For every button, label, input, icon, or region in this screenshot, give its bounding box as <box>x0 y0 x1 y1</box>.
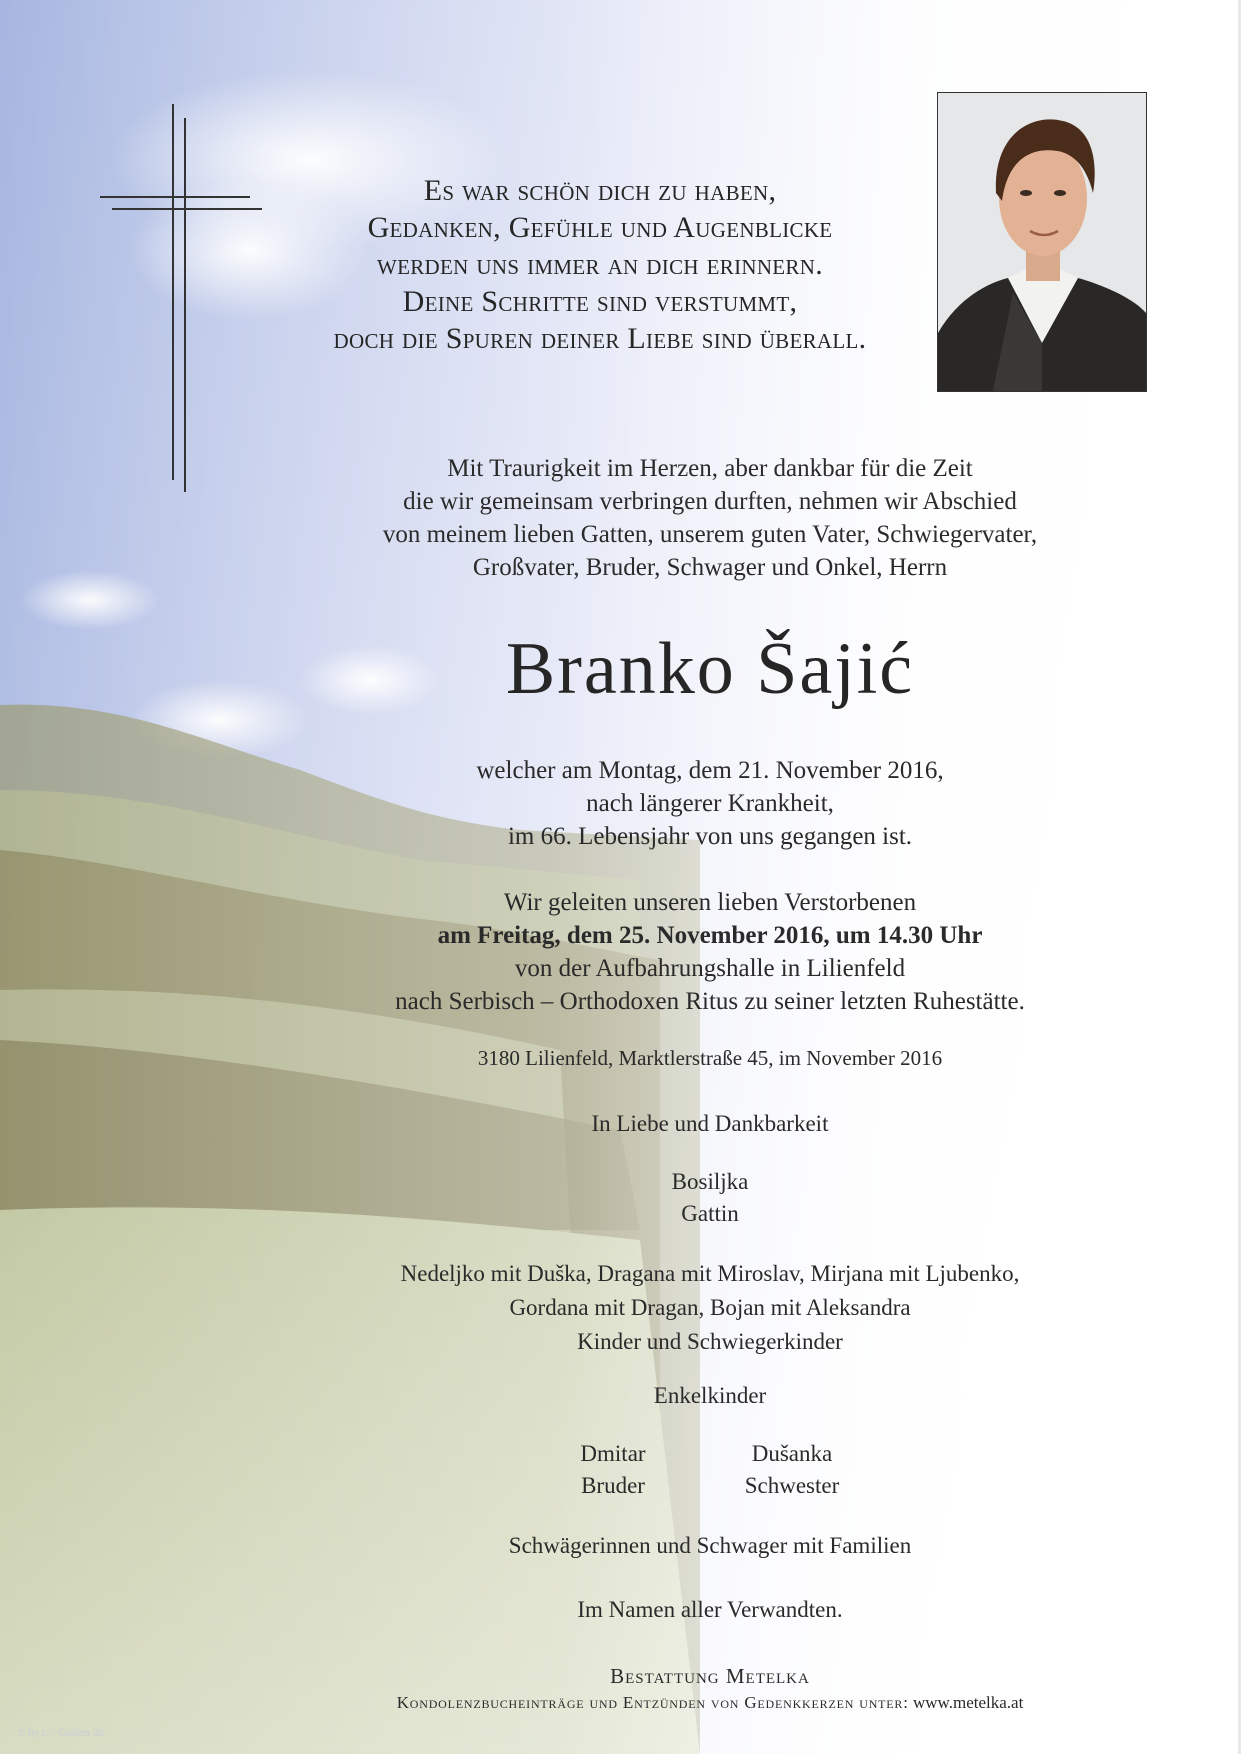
poem-line: doch die Spuren deiner Liebe sind überall. <box>333 322 867 355</box>
grandchildren-label: Enkelkinder <box>653 1383 767 1408</box>
condolence-text: Kondolenzbucheinträge und Entzünden von Gedenkkerzen unter: <box>396 1693 909 1712</box>
portrait-illustration <box>938 93 1146 391</box>
intro-text <box>240 452 1180 584</box>
cross-horizontal-line <box>112 208 262 210</box>
funeral-line: nach Serbisch – Orthodoxen Ritus zu seiner letzten Ruhestätte. <box>395 988 1025 1015</box>
children-role: Kinder und Schwiegerkinder <box>577 1329 843 1354</box>
children-line: Nedeljko mit Duška, Dragana mit Miroslav, Mirjana mit Ljubenko, <box>400 1261 1020 1286</box>
sibling-brother <box>513 1438 713 1502</box>
death-line: im 66. Lebensjahr von uns gegangen ist. <box>507 823 913 850</box>
death-line: nach längerer Krankheit, <box>586 790 834 817</box>
sibling-sister <box>692 1438 892 1502</box>
condolence-line <box>240 1691 1180 1715</box>
funeral-line: von der Aufbahrungshalle in Lilienfeld <box>514 955 906 982</box>
poem-line: werden uns immer an dich erinnern. <box>376 248 824 281</box>
intro-line: die wir gemeinsam verbringen durften, nehmen wir Abschied <box>403 488 1017 515</box>
cross-horizontal-line <box>100 196 250 198</box>
sibling-name: Dmitar <box>580 1441 646 1466</box>
intro-line: Großvater, Bruder, Schwager und Onkel, Herrn <box>472 554 948 581</box>
in-laws-line: Schwägerinnen und Schwager mit Familien <box>508 1533 912 1558</box>
portrait-photo <box>937 92 1147 392</box>
death-notice <box>240 754 1180 853</box>
poem-line: Es war schön dich zu haben, <box>423 174 777 207</box>
children-line: Gordana mit Dragan, Bojan mit Aleksandra <box>509 1295 911 1320</box>
cross-vertical-line <box>172 104 174 480</box>
death-line: welcher am Montag, dem 21. November 2016, <box>476 757 944 784</box>
intro-line: von meinem lieben Gatten, unserem guten Vater, Schwiegervater, <box>382 521 1038 548</box>
funeral-line: Wir geleiten unseren lieben Verstorbenen <box>503 889 917 916</box>
wife-role: Gattin <box>681 1201 739 1226</box>
love-line: In Liebe und Dankbarkeit <box>591 1111 829 1136</box>
undertaker-name: Bestattung Metelka <box>610 1664 810 1688</box>
condolence-url[interactable]: www.metelka.at <box>913 1693 1024 1712</box>
sibling-role: Bruder <box>581 1473 645 1498</box>
poem-line: Gedanken, Gefühle und Augenblicke <box>367 211 833 244</box>
relatives-line: Im Namen aller Verwandten. <box>577 1597 843 1622</box>
poem-line: Deine Schritte sind verstummt, <box>402 285 798 318</box>
memorial-poem <box>250 172 950 357</box>
wife-name: Bosiljka <box>671 1169 749 1194</box>
children-block <box>240 1257 1180 1359</box>
deceased-name: Branko Šajić <box>505 628 915 710</box>
funeral-details <box>240 886 1180 1018</box>
sibling-role: Schwester <box>744 1473 840 1498</box>
intro-line: Mit Traurigkeit im Herzen, aber dankbar für die Zeit <box>447 455 973 482</box>
wife-block <box>240 1166 1180 1230</box>
funeral-date: am Freitag, dem 25. November 2016, um 14.30 Uhr <box>437 922 983 949</box>
copyright-notice: © by L. - Galilea 30 <box>18 1728 104 1739</box>
place-and-date: 3180 Lilienfeld, Marktlerstraße 45, im November 2016 <box>477 1046 943 1070</box>
sibling-name: Dušanka <box>751 1441 833 1466</box>
cross-vertical-line <box>184 118 186 492</box>
